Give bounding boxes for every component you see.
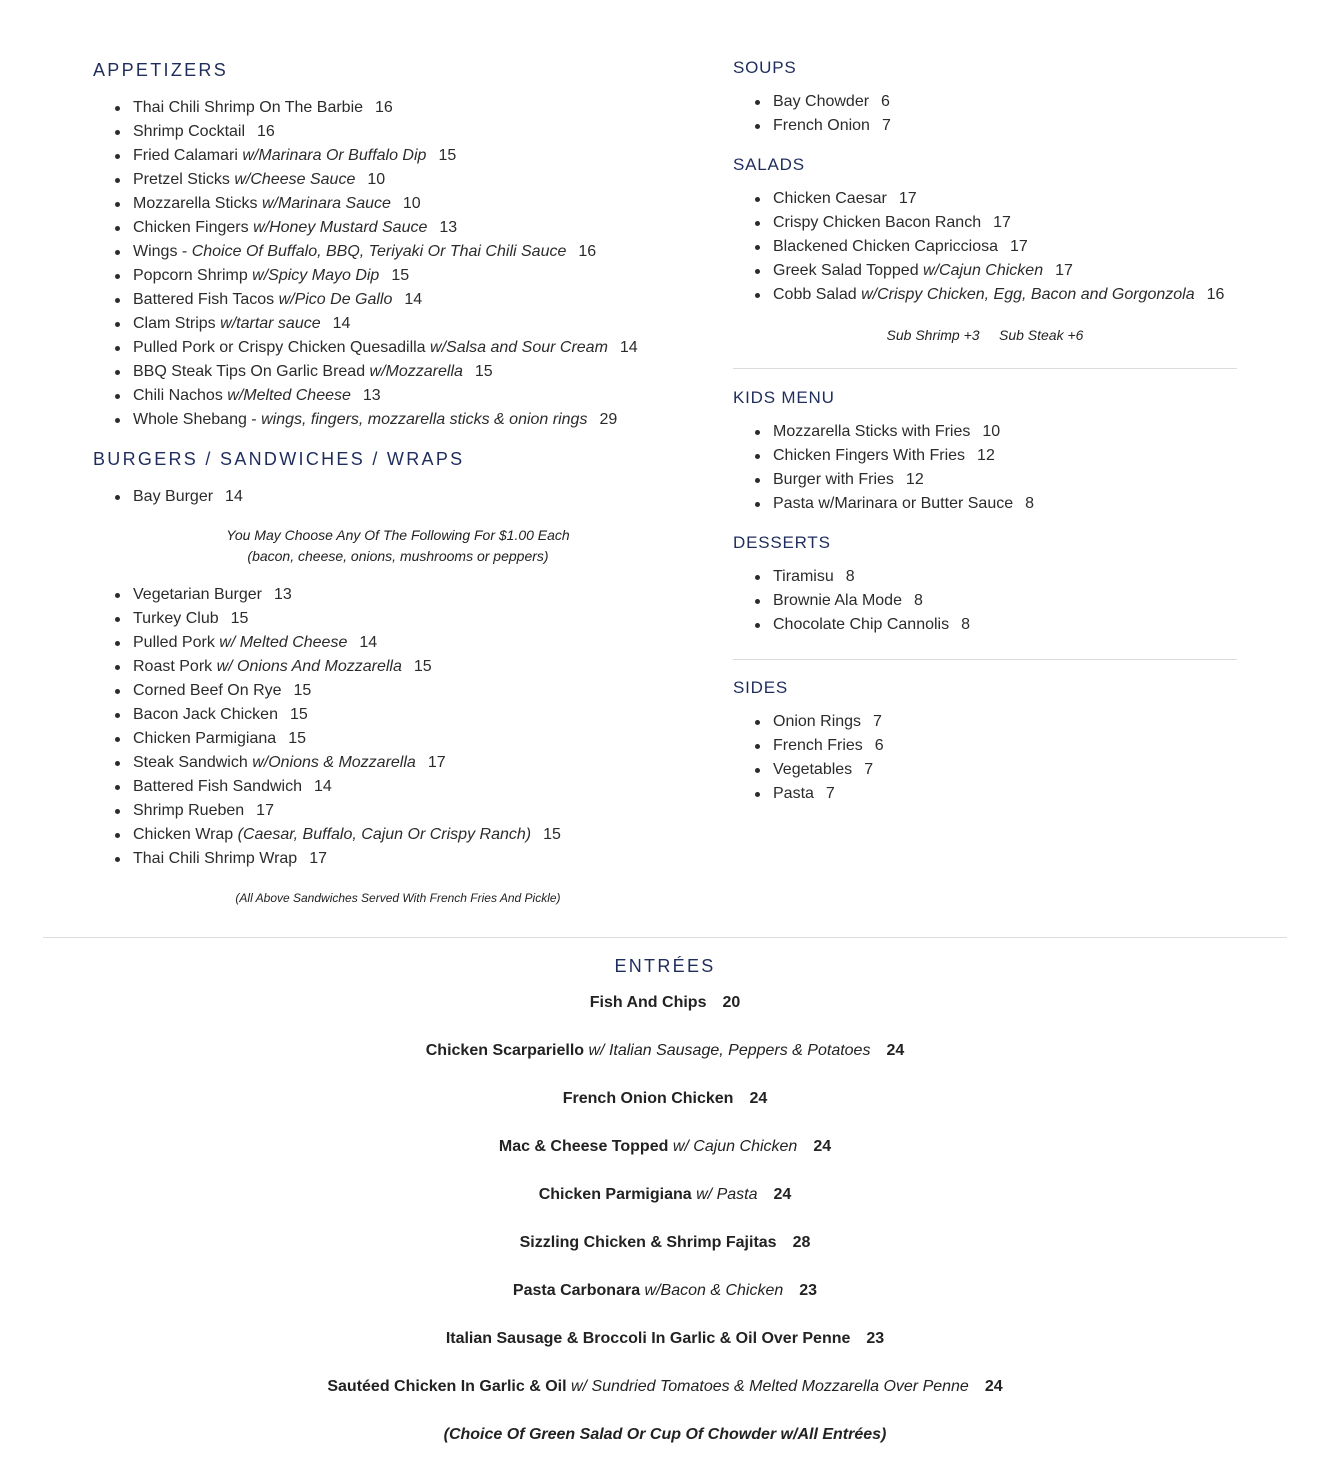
- item-name: Mozzarella Sticks with Fries: [773, 423, 971, 440]
- item-description: w/Cajun Chicken: [923, 262, 1044, 279]
- item-description: w/Onions & Mozzarella: [252, 754, 416, 771]
- menu-item: [93, 288, 703, 312]
- item-name: Chicken Fingers With Fries: [773, 447, 966, 464]
- entree-price: 24: [886, 1042, 905, 1059]
- item-description: w/Cheese Sauce: [234, 171, 356, 188]
- item-name: Battered Fish Sandwich: [133, 778, 302, 795]
- item-price: 13: [362, 387, 381, 404]
- appetizers-list: [93, 96, 703, 432]
- entree-description: w/ Sundried Tomatoes & Melted Mozzarella Over Penne: [571, 1378, 969, 1395]
- sandwiches-footer-note: (All Above Sandwiches Served With French Fries And Pickle): [235, 891, 561, 905]
- menu-item: [93, 168, 703, 192]
- item-price: 7: [881, 117, 891, 134]
- entrees-footer-text: (Choice Of Green Salad Or Cup Of Chowder w/All Entrées): [443, 1426, 887, 1443]
- entree-item: [0, 1087, 1330, 1135]
- item-description: wings, fingers, mozzarella sticks & onion rings: [261, 411, 588, 428]
- item-name: BBQ Steak Tips On Garlic Bread: [133, 363, 366, 380]
- item-name: Pulled Pork or Crispy Chicken Quesadilla: [133, 339, 426, 356]
- burger-addons-line2: (bacon, cheese, onions, mushrooms or peppers): [247, 548, 549, 564]
- section-divider: [43, 937, 1287, 938]
- menu-item: [93, 312, 703, 336]
- salads-heading: SALADS: [733, 155, 805, 174]
- item-name: French Fries: [773, 737, 863, 754]
- salad-sub-note: Sub Shrimp +3 Sub Steak +6: [886, 327, 1084, 343]
- item-price: 14: [313, 778, 332, 795]
- entree-name: Pasta Carbonara: [512, 1282, 641, 1299]
- item-description: w/Marinara Sauce: [261, 195, 391, 212]
- entree-name: French Onion Chicken: [562, 1090, 734, 1107]
- item-price: 15: [289, 706, 308, 723]
- item-price: 15: [230, 610, 249, 627]
- menu-item: [733, 492, 1237, 516]
- item-description: w/tartar sauce: [220, 315, 321, 332]
- entrees-section: [0, 956, 1330, 1447]
- item-price: 14: [225, 488, 243, 505]
- entree-price: 24: [984, 1378, 1003, 1395]
- item-price: 8: [845, 568, 855, 585]
- menu-item: [93, 384, 703, 408]
- menu-item: [93, 216, 703, 240]
- entree-name: Chicken Scarpariello: [425, 1042, 585, 1059]
- item-name: Tiramisu: [773, 568, 834, 585]
- item-name: Fried Calamari: [133, 147, 238, 164]
- item-price: 16: [375, 99, 393, 116]
- item-price: 14: [332, 315, 351, 332]
- burgers-first-list: [93, 485, 703, 509]
- item-price: 12: [905, 471, 924, 488]
- item-name: Vegetarian Burger: [133, 586, 262, 603]
- item-price: 8: [961, 616, 971, 633]
- sides-list: [733, 710, 1237, 806]
- item-name: Whole Shebang -: [133, 411, 257, 428]
- item-price: 10: [982, 423, 1001, 440]
- item-price: 16: [257, 123, 275, 140]
- item-name: Pasta w/Marinara or Butter Sauce: [773, 495, 1014, 512]
- entree-price: 24: [749, 1090, 768, 1107]
- item-name: Clam Strips: [133, 315, 216, 332]
- item-price: 7: [864, 761, 874, 778]
- soups-list: [733, 90, 1237, 138]
- item-price: 8: [913, 592, 923, 609]
- menu-item: [733, 259, 1237, 283]
- entree-price: 28: [792, 1234, 811, 1251]
- item-name: Thai Chili Shrimp On The Barbie: [133, 99, 364, 116]
- item-name: Pretzel Sticks: [133, 171, 230, 188]
- entree-item: [0, 991, 1330, 1039]
- soups-heading: SOUPS: [733, 58, 797, 77]
- item-price: 13: [273, 586, 292, 603]
- menu-item: [93, 120, 703, 144]
- item-name: Chicken Wrap: [133, 826, 234, 843]
- item-name: Blackened Chicken Capricciosa: [773, 238, 998, 255]
- item-name: Vegetables: [773, 761, 853, 778]
- sides-heading: SIDES: [733, 678, 789, 697]
- item-price: 15: [413, 658, 432, 675]
- menu-item: [733, 187, 1237, 211]
- item-name: Greek Salad Topped: [773, 262, 919, 279]
- item-name: Pulled Pork: [133, 634, 215, 651]
- item-description: w/Melted Cheese: [227, 387, 351, 404]
- item-price: 17: [993, 214, 1011, 231]
- item-price: 15: [474, 363, 493, 380]
- entree-item: [0, 1039, 1330, 1087]
- item-name: Onion Rings: [773, 713, 862, 730]
- item-description: w/Marinara Or Buffalo Dip: [242, 147, 427, 164]
- item-name: Pasta: [773, 785, 814, 802]
- menu-item: [93, 703, 703, 727]
- entree-description: w/ Italian Sausage, Peppers & Potatoes: [588, 1042, 871, 1059]
- item-price: 14: [619, 339, 638, 356]
- item-name: Corned Beef On Rye: [133, 682, 282, 699]
- burgers-heading: BURGERS / SANDWICHES / WRAPS: [93, 449, 465, 469]
- entree-item: [0, 1231, 1330, 1279]
- item-description: w/Honey Mustard Sauce: [253, 219, 428, 236]
- entree-name: Italian Sausage & Broccoli In Garlic & Oil Over Penne: [445, 1330, 851, 1347]
- entree-item: [0, 1183, 1330, 1231]
- entree-description: w/ Cajun Chicken: [672, 1138, 798, 1155]
- item-price: 13: [439, 219, 458, 236]
- entree-description: w/Bacon & Chicken: [644, 1282, 784, 1299]
- menu-item: [733, 444, 1237, 468]
- item-price: 17: [1055, 262, 1073, 279]
- menu-item: [733, 283, 1237, 307]
- item-name: Roast Pork: [133, 658, 213, 675]
- item-description: w/Crispy Chicken, Egg, Bacon and Gorgonzola: [861, 286, 1195, 303]
- item-name: Chocolate Chip Cannolis: [773, 616, 950, 633]
- item-price: 14: [359, 634, 378, 651]
- menu-item: [733, 710, 1237, 734]
- item-name: Bacon Jack Chicken: [133, 706, 278, 723]
- item-price: 15: [288, 730, 306, 747]
- item-description: w/ Melted Cheese: [219, 634, 348, 651]
- item-name: Burger with Fries: [773, 471, 894, 488]
- menu-item: [93, 192, 703, 216]
- menu-item: [733, 420, 1237, 444]
- menu-item: [733, 613, 1237, 637]
- menu-item: [93, 823, 703, 847]
- item-name: French Onion: [773, 117, 870, 134]
- item-name: Steak Sandwich: [133, 754, 248, 771]
- entree-description: w/ Pasta: [696, 1186, 758, 1203]
- menu-item: [93, 607, 703, 631]
- item-name: Chicken Fingers: [133, 219, 249, 236]
- menu-item: [93, 847, 703, 871]
- entree-name: Sautéed Chicken In Garlic & Oil: [327, 1378, 567, 1395]
- kids-list: [733, 420, 1237, 516]
- burgers-list: [93, 583, 703, 871]
- entree-name: Fish And Chips: [589, 994, 707, 1011]
- entree-price: 23: [866, 1330, 885, 1347]
- menu-item: [93, 485, 703, 509]
- menu-item: [93, 679, 703, 703]
- item-price: 15: [543, 826, 561, 843]
- menu-item: [93, 727, 703, 751]
- entree-name: Chicken Parmigiana: [538, 1186, 692, 1203]
- item-name: Crispy Chicken Bacon Ranch: [773, 214, 982, 231]
- item-price: 10: [402, 195, 421, 212]
- entree-name: Mac & Cheese Topped: [498, 1138, 669, 1155]
- item-price: 15: [438, 147, 457, 164]
- menu-item: [733, 589, 1237, 613]
- entree-item: [0, 1135, 1330, 1183]
- menu-item: [733, 734, 1237, 758]
- desserts-heading: DESSERTS: [733, 533, 831, 552]
- menu-item: [733, 211, 1237, 235]
- menu-item: [93, 96, 703, 120]
- menu-item: [733, 114, 1237, 138]
- menu-item: [93, 264, 703, 288]
- item-description: w/Mozzarella: [369, 363, 463, 380]
- entrees-heading: ENTRÉES: [614, 956, 716, 976]
- entree-price: 24: [813, 1138, 832, 1155]
- menu-item: [733, 468, 1237, 492]
- item-price: 29: [599, 411, 618, 428]
- item-price: 14: [404, 291, 423, 308]
- item-price: 12: [977, 447, 995, 464]
- item-description: Choice Of Buffalo, BBQ, Teriyaki Or Thai Chili Sauce: [191, 243, 567, 260]
- item-description: w/Spicy Mayo Dip: [252, 267, 380, 284]
- item-price: 10: [367, 171, 386, 188]
- item-name: Popcorn Shrimp: [133, 267, 248, 284]
- item-price: 17: [898, 190, 917, 207]
- item-name: Shrimp Cocktail: [133, 123, 246, 140]
- item-price: 7: [873, 713, 882, 730]
- divider: [733, 368, 1237, 369]
- item-name: Wings -: [133, 243, 188, 260]
- item-description: (Caesar, Buffalo, Cajun Or Crispy Ranch): [237, 826, 532, 843]
- item-price: 17: [427, 754, 446, 771]
- salads-list: [733, 187, 1237, 307]
- burger-addons-note: [93, 525, 703, 567]
- entrees-footer-note: [0, 1423, 1330, 1447]
- menu-item: [93, 360, 703, 384]
- menu-item: [93, 775, 703, 799]
- item-price: 7: [825, 785, 835, 802]
- entree-price: 24: [773, 1186, 792, 1203]
- menu-item: [93, 240, 703, 264]
- item-name: Shrimp Rueben: [133, 802, 245, 819]
- item-price: 17: [256, 802, 274, 819]
- entree-item: [0, 1375, 1330, 1423]
- menu-item: [733, 782, 1237, 806]
- kids-heading: KIDS MENU: [733, 388, 835, 407]
- item-price: 15: [293, 682, 312, 699]
- item-name: Cobb Salad: [773, 286, 857, 303]
- entree-item: [0, 1327, 1330, 1375]
- item-name: Thai Chili Shrimp Wrap: [133, 850, 298, 867]
- item-name: Bay Burger: [133, 488, 214, 505]
- item-name: Bay Chowder: [773, 93, 870, 110]
- menu-item: [93, 751, 703, 775]
- item-price: 16: [1206, 286, 1225, 303]
- entree-price: 20: [722, 994, 741, 1011]
- entree-price: 23: [799, 1282, 818, 1299]
- item-price: 8: [1025, 495, 1035, 512]
- item-name: Chili Nachos: [133, 387, 223, 404]
- menu-item: [93, 408, 703, 432]
- entree-item: [0, 1279, 1330, 1327]
- item-name: Brownie Ala Mode: [773, 592, 902, 609]
- item-name: Chicken Caesar: [773, 190, 887, 207]
- item-name: Mozzarella Sticks: [133, 195, 258, 212]
- item-price: 17: [309, 850, 327, 867]
- item-price: 6: [881, 93, 890, 110]
- appetizers-heading: APPETIZERS: [93, 60, 229, 80]
- item-name: Battered Fish Tacos: [133, 291, 275, 308]
- item-price: 16: [578, 243, 597, 260]
- desserts-list: [733, 565, 1237, 637]
- menu-item: [733, 90, 1237, 114]
- item-name: Chicken Parmigiana: [133, 730, 277, 747]
- menu-item: [93, 631, 703, 655]
- menu-item: [733, 235, 1237, 259]
- menu-item: [93, 655, 703, 679]
- item-name: Turkey Club: [133, 610, 219, 627]
- item-description: w/Salsa and Sour Cream: [430, 339, 608, 356]
- burger-addons-line1: You May Choose Any Of The Following For $1.00 Each: [226, 527, 570, 543]
- item-description: w/ Onions And Mozzarella: [216, 658, 402, 675]
- menu-item: [733, 565, 1237, 589]
- entrees-list: [0, 991, 1330, 1423]
- item-price: 15: [391, 267, 410, 284]
- menu-item: [93, 144, 703, 168]
- item-description: w/Pico De Gallo: [278, 291, 393, 308]
- divider: [733, 659, 1237, 660]
- entree-name: Sizzling Chicken & Shrimp Fajitas: [519, 1234, 777, 1251]
- menu-item: [93, 799, 703, 823]
- menu-item: [733, 758, 1237, 782]
- menu-item: [93, 336, 703, 360]
- menu-item: [93, 583, 703, 607]
- item-price: 17: [1010, 238, 1028, 255]
- item-price: 6: [874, 737, 884, 754]
